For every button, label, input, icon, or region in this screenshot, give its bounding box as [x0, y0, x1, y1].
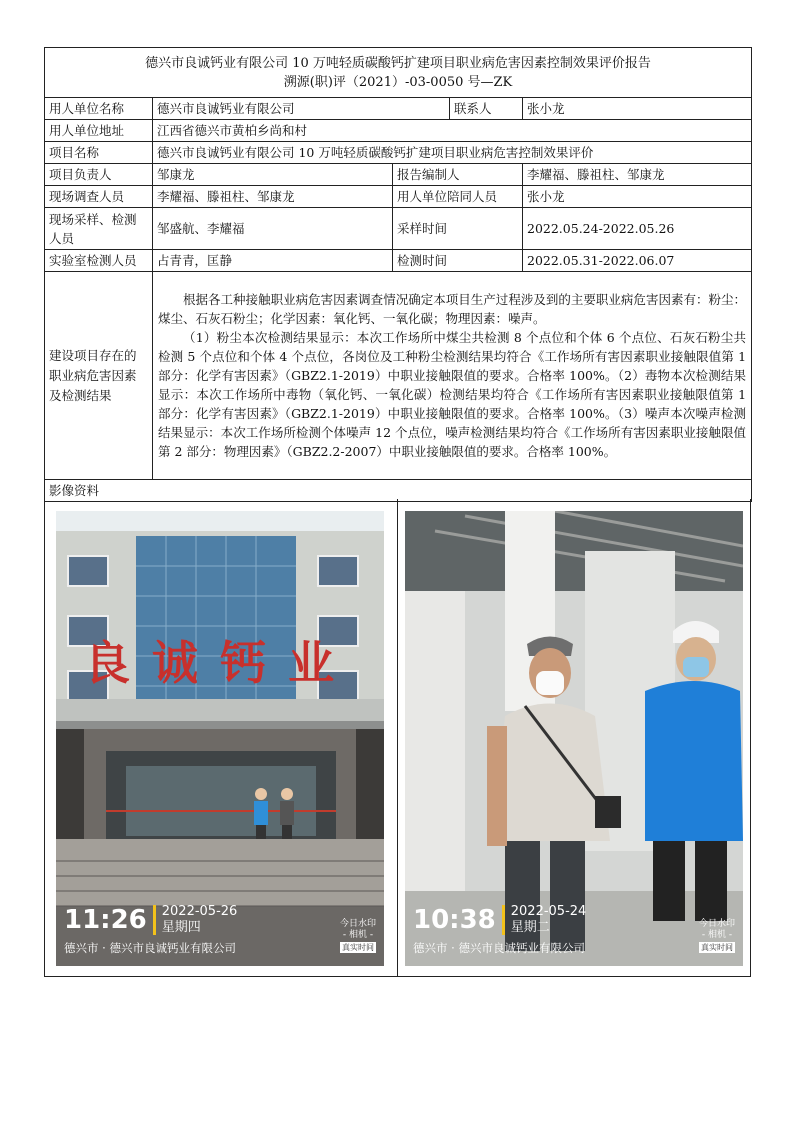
results-cell — [153, 272, 752, 480]
results-paragraph-1: 根据各工种接触职业病危害因素调查情况确定本项目生产过程涉及到的主要职业病危害因素有：粉尘：煤尘、石灰石粉尘；化学因素：氧化钙、一氧化碳；物理因素：噪声。 — [158, 292, 747, 326]
report-title-cell — [45, 48, 752, 98]
building-illustration — [56, 511, 384, 966]
contact-label: 联系人 — [450, 98, 523, 120]
results-label: 建设项目存在的职业病危害因素及检测结果 — [45, 272, 153, 480]
author-value: 李耀福、滕祖柱、邹康龙 — [523, 164, 752, 186]
evaluation-form-table — [44, 47, 752, 502]
survey-label: 现场调查人员 — [45, 186, 153, 208]
lab-label: 实验室检测人员 — [45, 250, 153, 272]
workers-illustration — [405, 511, 743, 966]
survey-value: 李耀福、滕祖柱、邹康龙 — [153, 186, 393, 208]
sampling-time-value: 2022.05.24-2022.05.26 — [523, 208, 752, 250]
address-label: 用人单位地址 — [45, 120, 153, 142]
photo2-badge-sub: - 相机 - — [701, 930, 733, 940]
photo1-watermark-bar — [153, 905, 156, 935]
images-label: 影像资料 — [45, 480, 752, 502]
report-code: 溯源(职)评（2021）-03-0050 号—ZK — [283, 74, 513, 90]
photo2-weekday: 星期二 — [510, 920, 550, 935]
building-photo — [56, 511, 384, 966]
photo1-badge-sub: - 相机 - — [342, 930, 374, 940]
results-paragraph-2: （1）粉尘本次检测结果显示：本次工作场所中煤尘共检测 8 个点位和个体 6 个点位、石灰石粉尘共检测 5 个点位和个体 4 个点位，各岗位及工种粉尘检测结果均符合《工作场所有害因素职业接触限值第 1 部分：化学有害因素》（GBZ2.1-2019）中职业接触限值的要求。合格率 100%。（2）毒物本次检测结果显示：本次工作场所中毒物（氧化钙、一氧化碳）检测结果均符合《工作场所有害因素职业接触限值第 1 部分：化学有害因素》（GBZ2.1-2019）中职业接触限值的要求。合格率 100%。（3）噪声本次噪声检测结果显示：本次工作场所检测个体噪声 12 个点位，噪声检测结果均符合《工作场所有害因素职业接触限值第 2 部分：物理因素》（GBZ2.2-2007）中职业接触限值的要求。合格率 100%。 — [158, 330, 747, 459]
workers-photo — [405, 511, 743, 966]
photo2-badge-stamp: 真实时间 — [700, 943, 733, 952]
leader-label: 项目负责人 — [45, 164, 153, 186]
test-time-label: 检测时间 — [393, 250, 523, 272]
project-value: 德兴市良诚钙业有限公司 10 万吨轻质碳酸钙扩建项目职业病危害控制效果评价 — [153, 142, 752, 164]
svg-text:良诚钙业: 良诚钙业 — [84, 636, 356, 690]
photo1-watermark — [64, 904, 237, 956]
photo-divider — [397, 499, 398, 976]
address-value: 江西省德兴市黄柏乡尚和村 — [153, 120, 752, 142]
escort-value: 张小龙 — [523, 186, 752, 208]
photo1-badge-stamp: 真实时间 — [341, 943, 374, 952]
employer-value: 德兴市良诚钙业有限公司 — [153, 98, 450, 120]
report-sheet — [44, 47, 751, 502]
person-figure-2 — [280, 788, 294, 847]
photo1-weekday: 星期四 — [161, 920, 201, 935]
sampling-value: 邹盛航、李耀福 — [153, 208, 393, 250]
sampling-label: 现场采样、检测人员 — [45, 208, 153, 250]
photo2-badge — [699, 919, 735, 954]
lab-value: 占青青，匡静 — [153, 250, 393, 272]
photo1-time: 11:26 — [64, 905, 147, 935]
photo2-watermark-bar — [502, 905, 505, 935]
author-label: 报告编制人 — [393, 164, 523, 186]
photo1-badge-title: 今日水印 — [339, 919, 376, 929]
photo1-badge — [340, 919, 376, 954]
leader-value: 邹康龙 — [153, 164, 393, 186]
photo2-time: 10:38 — [413, 905, 496, 935]
photo2-date: 2022-05-24 — [510, 904, 587, 919]
escort-label: 用人单位陪同人员 — [393, 186, 523, 208]
report-title: 德兴市良诚钙业有限公司 10 万吨轻质碳酸钙扩建项目职业病危害因素控制效果评价报告 — [145, 55, 651, 71]
contact-value: 张小龙 — [523, 98, 752, 120]
sampling-time-label: 采样时间 — [393, 208, 523, 250]
photo1-location: 德兴市 · 德兴市良诚钙业有限公司 — [64, 941, 236, 955]
photo2-badge-title: 今日水印 — [698, 919, 735, 929]
photo2-watermark — [413, 904, 586, 956]
sign-text — [84, 636, 356, 690]
project-label: 项目名称 — [45, 142, 153, 164]
test-time-value: 2022.05.31-2022.06.07 — [523, 250, 752, 272]
employer-label: 用人单位名称 — [45, 98, 153, 120]
person-figure-1 — [254, 788, 268, 847]
photo2-location: 德兴市 · 德兴市良诚钙业有限公司 — [413, 941, 585, 955]
photo-section — [44, 499, 751, 977]
photo1-date: 2022-05-26 — [161, 904, 238, 919]
